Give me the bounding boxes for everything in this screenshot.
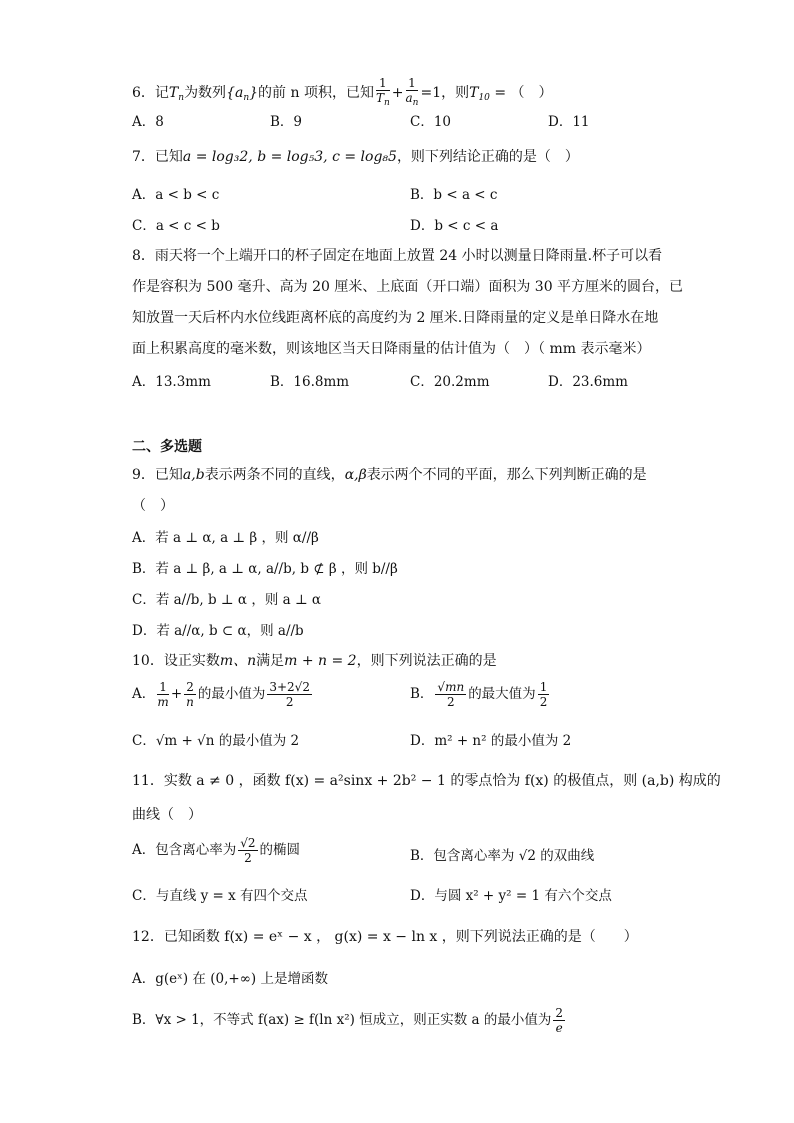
q8-option-c: C．20.2mm bbox=[410, 374, 490, 390]
q8-line-1: 8．雨天将一个上端开口的杯子固定在地面上放置 24 小时以测量日降雨量.杯子可以看 bbox=[132, 248, 663, 264]
q11-option-a bbox=[132, 836, 300, 865]
q10-b-frac-1: $\frac{√mn}{2}$ bbox=[437, 680, 465, 709]
q8-line-3: 知放置一天后杯内水位线距离杯底的高度约为 2 厘米.日降雨量的定义是单日降水在地 bbox=[132, 310, 659, 326]
question-7-stem bbox=[132, 146, 579, 166]
q9-ab: a,b bbox=[182, 467, 205, 483]
q10-option-c: C．√m + √n 的最小值为 2 bbox=[132, 733, 300, 749]
q11-option-b: B．包含离心率为 √2 的双曲线 bbox=[410, 848, 595, 864]
q10-b-text: 的最大值为 bbox=[468, 686, 536, 702]
q9-text-a: 9．已知 bbox=[132, 467, 183, 483]
q7-option-a: A．a < b < c bbox=[132, 187, 220, 203]
q11-a-frac: $\frac{√2}{2}$ bbox=[240, 836, 256, 865]
q6-option-b: B．9 bbox=[270, 114, 303, 130]
q10-option-b bbox=[410, 680, 551, 709]
q7-text-a: 7．已知 bbox=[132, 149, 183, 165]
q9-text-e: 表示两个不同的平面，那么下列判断正确的是 bbox=[366, 467, 647, 483]
question-10-stem bbox=[132, 650, 497, 670]
question-6-stem: 6．记$T_n$为数列$\{a_n\}$的前 n 项积，已知 $\frac{1}{T_n}$ + $\frac{1}{a_n}$ =1，则$T_{10}$ = （ ） bbox=[132, 76, 553, 108]
q10-a-text: 的最小值为 bbox=[197, 686, 266, 702]
q11-line-2: 曲线（ ） bbox=[132, 807, 202, 823]
q6-frac-2: $\frac{1}{a_n}$ bbox=[405, 76, 419, 108]
q6-text-e: （ ） bbox=[510, 85, 553, 101]
q8-option-d: D．23.6mm bbox=[548, 374, 628, 390]
q8-option-a: A．13.3mm bbox=[132, 374, 211, 390]
q11-option-d: D．与圆 x² + y² = 1 有六个交点 bbox=[410, 888, 612, 904]
q9-line-2: （ ） bbox=[132, 498, 174, 514]
q12-b-text: B．∀x > 1，不等式 f(ax) ≥ f(ln x²) 恒成立，则正实数 a 的最小值为 bbox=[132, 1012, 552, 1028]
q9-option-a: A．若 a ⊥ α, a ⊥ β ，则 α//β bbox=[132, 530, 319, 546]
q7-option-b: B．b < a < c bbox=[410, 187, 498, 203]
q10-b-frac-2: $\frac{1}{2}$ bbox=[539, 680, 548, 709]
q6-text-b: 为数列 bbox=[184, 85, 227, 101]
q10-a-frac-2: $\frac{2}{n}$ bbox=[186, 680, 194, 709]
q9-alpha-beta: α,β bbox=[344, 467, 367, 483]
q11-a-text-post: 的椭圆 bbox=[259, 842, 301, 858]
question-9-stem bbox=[132, 464, 647, 484]
q10-text-e: ，则下列说法正确的是 bbox=[356, 653, 497, 669]
q6-T10: $T_{10}$ bbox=[469, 85, 490, 103]
q9-option-b: B．若 a ⊥ β, a ⊥ α, a//b, b ⊄ β ，则 b//β bbox=[132, 561, 398, 577]
q10-text-a: 10．设正实数 bbox=[132, 653, 220, 669]
q9-option-c: C．若 a//b, b ⊥ α ，则 a ⊥ α bbox=[132, 592, 322, 608]
q6-sequence: $\{a_n\}$ bbox=[226, 85, 259, 103]
q10-condition: m + n = 2 bbox=[284, 653, 357, 669]
q8-option-b: B．16.8mm bbox=[270, 374, 350, 390]
section-heading-multiple-choice: 二、多选题 bbox=[132, 439, 202, 455]
q12-option-b bbox=[132, 1006, 567, 1035]
q6-text-a: 6．记 bbox=[132, 85, 169, 101]
q11-line-1: 11．实数 a ≠ 0 ，函数 f(x) = a²sinx + 2b² − 1 的零点恰为 f(x) 的极值点，则 (a,b) 构成的 bbox=[132, 773, 721, 789]
q10-a-label: A． bbox=[132, 686, 156, 702]
q7-text-b: ，则下列结论正确的是（ ） bbox=[396, 149, 579, 165]
q12-option-a: A．g(eˣ) 在 (0,+∞) 上是增函数 bbox=[132, 971, 328, 987]
q10-option-d: D．m² + n² 的最小值为 2 bbox=[410, 733, 572, 749]
q6-option-d: D．11 bbox=[548, 114, 590, 130]
q11-a-text-pre: A．包含离心率为 bbox=[132, 842, 237, 858]
q6-frac-1: $\frac{1}{T_n}$ bbox=[375, 76, 390, 108]
q7-option-c: C．a < c < b bbox=[132, 218, 220, 234]
q10-a-frac-3: $\frac{3+2√2}{2}$ bbox=[269, 680, 310, 709]
q11-option-c: C．与直线 y = x 有四个交点 bbox=[132, 888, 308, 904]
q7-expression: a = log₃2, b = log₅3, c = log₈5 bbox=[182, 149, 397, 165]
q8-line-4: 面上积累高度的毫米数，则该地区当天日降雨量的估计值为（ ）（ mm 表示毫米） bbox=[132, 341, 651, 357]
q10-text-c: 满足 bbox=[256, 653, 285, 669]
q9-text-c: 表示两条不同的直线， bbox=[204, 467, 345, 483]
q6-option-c: C．10 bbox=[410, 114, 452, 130]
q6-text-d: ，则 bbox=[441, 85, 470, 101]
q8-line-2: 作是容积为 500 毫升、高为 20 厘米、上底面（开口端）面积为 30 平方厘米的圆台，已 bbox=[132, 279, 684, 295]
q6-option-a: A．8 bbox=[132, 114, 164, 130]
q7-option-d: D．b < c < a bbox=[410, 218, 499, 234]
q10-b-label: B． bbox=[410, 686, 434, 702]
q9-option-d: D．若 a//α, b ⊂ α，则 a//b bbox=[132, 623, 304, 639]
q6-text-c: 的前 n 项积，已知 bbox=[258, 85, 374, 101]
q6-Tn: $T_n$ bbox=[168, 85, 185, 103]
q10-option-a: A． $\frac{1}{m}$ + $\frac{2}{n}$ 的最小值为 $\frac{3+2√2}{2}$ bbox=[132, 680, 310, 709]
q12-b-frac: $\frac{2}{e}$ bbox=[555, 1006, 563, 1035]
q12-line-1: 12．已知函数 f(x) = eˣ − x ， g(x) = x − ln x ，则下列说法正确的是（ ） bbox=[132, 929, 638, 945]
q10-mn: m、n bbox=[219, 653, 257, 669]
q10-a-frac-1: $\frac{1}{m}$ bbox=[157, 680, 169, 709]
